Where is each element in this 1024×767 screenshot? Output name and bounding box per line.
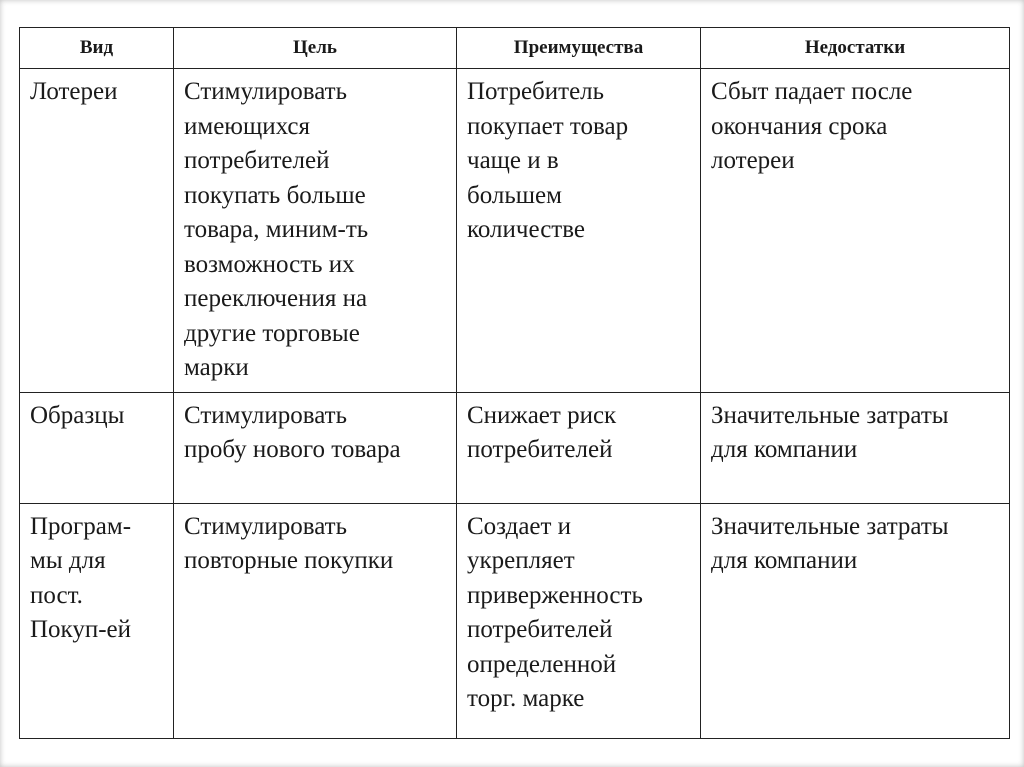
cell-text: Лотереи xyxy=(30,78,118,105)
cell-advantages xyxy=(457,392,701,503)
cell-text: Значительные затраты для компании xyxy=(711,512,949,574)
cell-type xyxy=(20,392,174,503)
table-row-samples xyxy=(20,392,1010,503)
header-goal: Цель xyxy=(174,28,457,69)
cell-text: Потребитель покупает товар чаще и в большем количестве xyxy=(467,78,629,243)
table-row-lotteries xyxy=(20,69,1010,393)
cell-text: Значительные затраты для компании xyxy=(711,401,949,463)
header-advantages: Преимущества xyxy=(457,28,701,69)
cell-goal xyxy=(174,69,457,393)
cell-advantages xyxy=(457,69,701,393)
header-type: Вид xyxy=(20,28,174,69)
cell-text: Создает и укрепляет приверженность потребителей определенной торг. марке xyxy=(467,512,643,712)
cell-disadvantages xyxy=(701,392,1010,503)
promotion-methods-table xyxy=(19,27,1010,739)
cell-text: Снижает риск потребителей xyxy=(467,401,617,463)
cell-text: Стимулировать повторные покупки xyxy=(184,512,394,574)
cell-text: Образцы xyxy=(30,401,125,429)
cell-text: Стимулировать имеющихся потребителей покупать больше товара, миним-ть возможность их переключения на другие торговые марки xyxy=(184,78,369,381)
cell-type xyxy=(20,69,174,393)
cell-text: Програм- мы для пост. Покуп-ей xyxy=(30,512,132,643)
cell-text: Сбыт падает после окончания срока лотереи xyxy=(711,78,913,174)
table-row-loyalty-programs xyxy=(20,503,1010,738)
cell-disadvantages xyxy=(701,503,1010,738)
cell-goal xyxy=(174,392,457,503)
table-header-row xyxy=(20,28,1010,69)
cell-disadvantages xyxy=(701,69,1010,393)
cell-advantages xyxy=(457,503,701,738)
cell-goal xyxy=(174,503,457,738)
cell-type xyxy=(20,503,174,738)
header-disadvantages: Недостатки xyxy=(701,28,1010,69)
cell-text: Стимулировать пробу нового товара xyxy=(184,401,401,463)
